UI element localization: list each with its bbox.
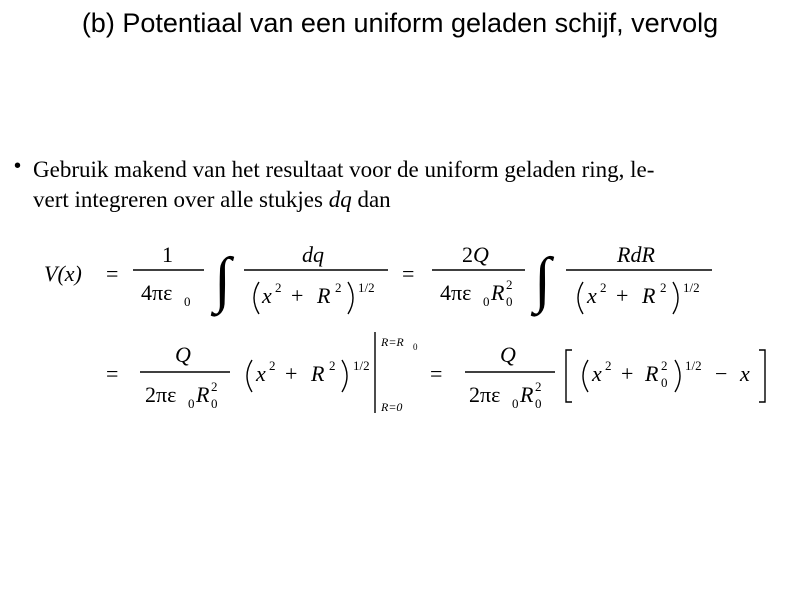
eq-equals-3: = [106,361,119,386]
eq-equals-2: = [402,261,415,286]
frac4-plus: + [616,283,629,308]
frac2-x-exp: 2 [275,280,282,295]
frac3-num-2q [462,242,489,267]
right-bracket [759,350,765,402]
frac6-den-sub: 0 [512,396,519,411]
frac6-den-pi: 2πε [469,382,501,407]
frac3-den-r: R [491,280,505,305]
frac4-lparen [578,282,583,314]
bullet-var-dq: dq [328,187,352,212]
term2-r-exp: 2 [661,358,668,373]
term2-exp-half: 1/2 [685,358,702,373]
frac6-den-r: R [520,382,534,407]
frac2-num: dq [302,242,324,267]
frac6-num: Q [500,342,516,367]
limit-upper-sub: 0 [413,342,418,352]
frac5-den-r-exp: 2 [211,379,218,394]
eq-equals-4: = [430,361,443,386]
term2-x: x [592,361,602,386]
term2-x-exp: 2 [605,358,612,373]
bullet-dot: • [14,155,22,177]
term1-r: R [311,361,325,386]
term1-r-exp: 2 [329,358,336,373]
frac2-plus: + [291,283,304,308]
frac2-r-exp: 2 [335,280,342,295]
frac4-x-exp: 2 [600,280,607,295]
term1-rparen [342,360,347,392]
term2-minus: − [715,361,728,386]
bullet-line-2-suffix: dan [357,187,391,212]
integral-1: ∫ [214,246,231,314]
left-bracket [566,350,572,402]
frac2-lparen [254,282,259,314]
frac4-r: R [642,283,656,308]
frac6-den-r-sub: 0 [535,396,542,411]
frac3-den-sub: 0 [483,294,490,309]
frac3-den-r-sub: 0 [506,294,513,309]
eq-lhs: V(x) [44,261,82,286]
term2-r: R [645,361,659,386]
frac6-den-r-exp: 2 [535,379,542,394]
frac5-den-r-sub: 0 [211,396,218,411]
frac5-den-sub: 0 [188,396,195,411]
term2-lparen [583,360,588,392]
frac2-rparen [348,282,353,314]
eq-equals-1: = [106,261,119,286]
term2-plus: + [621,361,634,386]
frac3-den-r-exp: 2 [506,277,513,292]
integral-2: ∫ [534,246,551,314]
term1-x-exp: 2 [269,358,276,373]
frac3-den-pi: 4πε [440,280,472,305]
frac4-x: x [587,283,597,308]
frac5-den-r: R [196,382,210,407]
frac5-den-pi: 2πε [145,382,177,407]
frac4-rparen [673,282,678,314]
term1-lparen [247,360,252,392]
frac2-exp-half: 1/2 [358,280,375,295]
frac4-num: RdR [617,242,655,267]
bullet-line-1: Gebruik makend van het resultaat voor de uniform geladen ring, le- [33,157,655,182]
frac1-num: 1 [162,242,173,267]
slide-title: (b) Potentiaal van een uniform geladen schijf, vervolg [81,8,719,38]
term2-rparen [675,360,680,392]
frac2-r: R [317,283,331,308]
frac1-den: 4πε [141,280,173,305]
frac1-den-sub: 0 [184,294,191,309]
limit-upper: R=R [381,335,404,349]
bullet-line-2-prefix: vert integreren over alle stukjes [33,187,323,212]
frac5-num: Q [175,342,191,367]
term1-plus: + [285,361,298,386]
frac4-r-exp: 2 [660,280,667,295]
term2-x-final: x [740,361,750,386]
frac3-num-q: Q [473,242,489,267]
term2-r-sub: 0 [661,375,668,390]
frac4-exp-half: 1/2 [683,280,700,295]
term1-x: x [256,361,266,386]
limit-lower: R=0 [381,400,403,414]
term1-exp-half: 1/2 [353,358,370,373]
frac2-x: x [262,283,272,308]
frac3-num-two: 2 [462,242,473,267]
